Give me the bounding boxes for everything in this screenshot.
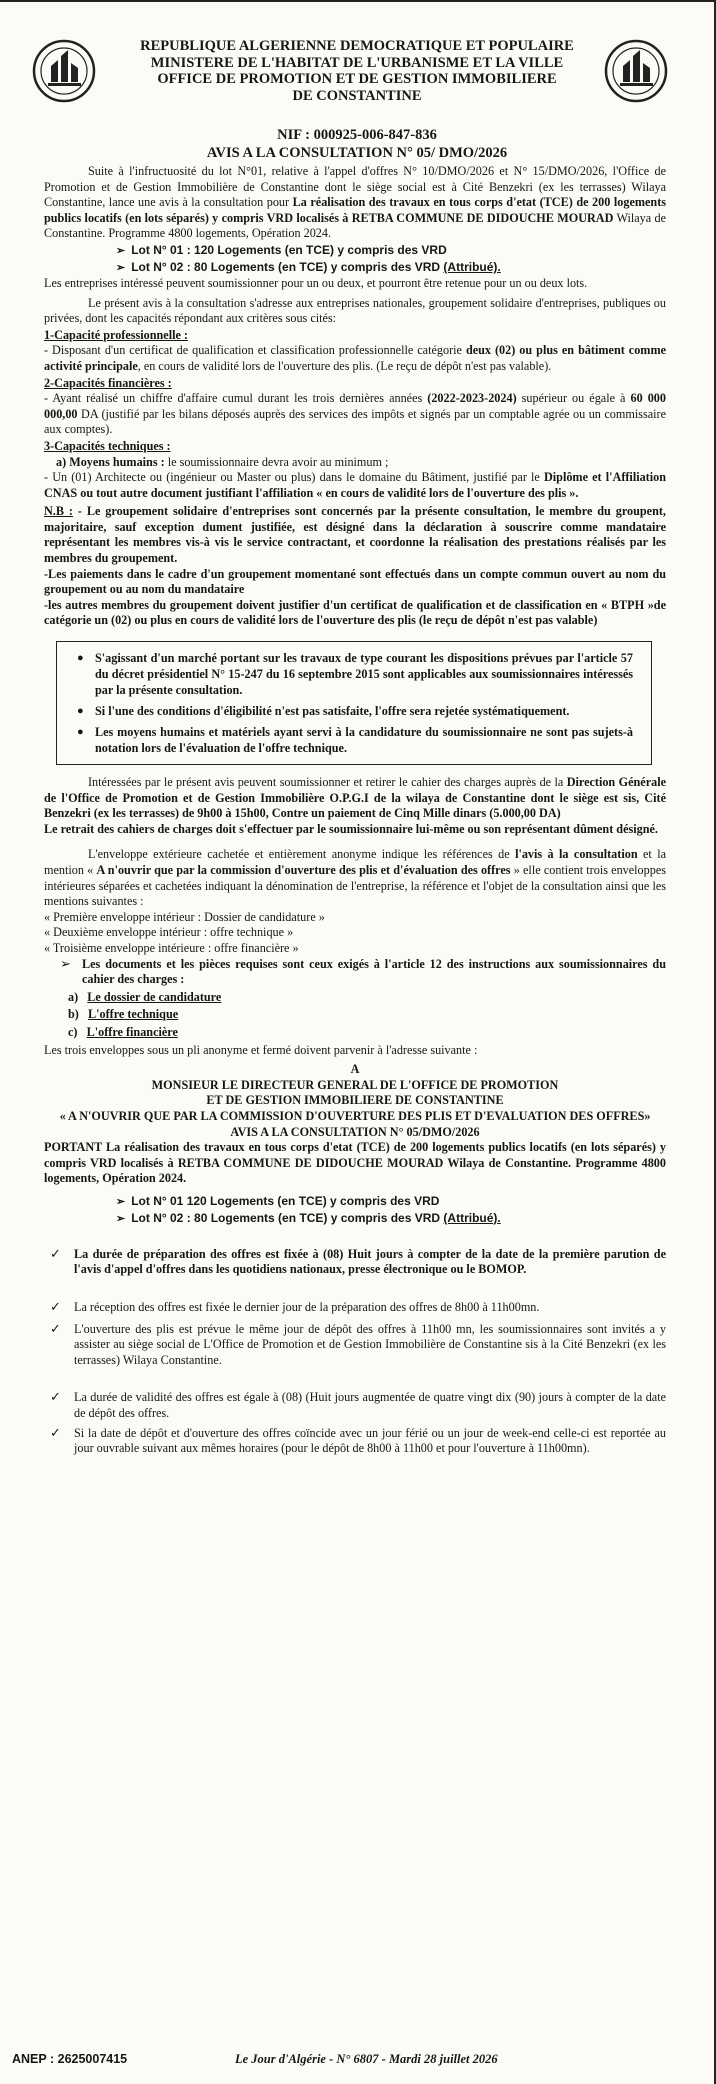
- criteria-paragraph: Le présent avis à la consultation s'adresse aux entreprises nationales, groupement solidaire d'entreprises, publiques ou privées, dont les capacités répondant aux critères sous cités:: [44, 295, 666, 326]
- checkmark-icon: ✓: [50, 1390, 61, 1406]
- lots-paragraph: Les entreprises intéressé peuvent soumissionner pour un ou deux, et pourront être retenue pour un ou deux lots.: [44, 275, 588, 290]
- condition-item: ● Si l'une des conditions d'éligibilité n'est pas satisfaite, l'offre sera rejetée systématiquement.: [77, 703, 633, 719]
- documents-list: [68, 990, 666, 1041]
- professional-capacity: - Disposant d'un certificat de qualification et classification professionnelle catégorie deux (02) ou plus en bâtiment comme activité principale, en cours de validité lors de l'ouverture des plis. (Le reçu de dépôt n'est pas valable).: [44, 343, 667, 373]
- check-item: ✓ La réception des offres est fixée le dernier jour de la préparation des offres de 8h00 à 11h00mn.: [50, 1300, 540, 1316]
- retrait-note: Le retrait des cahiers de charges doit s'effectuer par le soumissionnaire lui-même ou son représentant dûment désigné.: [44, 821, 658, 836]
- header-block: [110, 38, 604, 104]
- document-item: c) L'offre financière: [68, 1024, 178, 1039]
- envelope-mention: « Première enveloppe intérieur : Dossier de candidature »: [44, 909, 325, 924]
- nif-number: NIF : 000925-006-847-836: [277, 127, 437, 143]
- address-block: [44, 1062, 666, 1140]
- header-line: MINISTERE DE L'HABITAT DE L'URBANISME ET LA VILLE: [150, 54, 564, 71]
- address-line: ET DE GESTION IMMOBILIERE DE CONSTANTINE: [206, 1093, 504, 1108]
- financial-capacity: - Ayant réalisé un chiffre d'affaire cumul durant les trois dernières années (2022-2023-2024) supérieur ou égale à 60 000 000,00 DA (justifié par les bilans déposés auprès des services des impôts et signés par un comptable agrée ou un commissaire aux comptes).: [44, 391, 666, 437]
- nb-payment: -Les paiements dans le cadre d'un groupement momentané sont effectués dans un compte commun ouvert au nom du groupement ou au nom du mandataire: [44, 566, 666, 597]
- opgi-seal-icon: [32, 38, 96, 104]
- address-line: AVIS A LA CONSULTATION N° 05/DMO/2026: [230, 1124, 480, 1139]
- envelope-paragraph: L'enveloppe extérieure cachetée et entièrement anonyme indique les références de l'avis à la consultation et la mention « A n'ouvrir que par la commission d'ouverture des plis et d'évaluation des offres » elle contient trois enveloppes intérieures séparées et cachetées indiquant la dénomination de l'entreprise, la référence et l'objet de la consultation ainsi que les mentions suivantes :: [44, 847, 666, 909]
- condition-item: ● Les moyens humains et matériels ayant servi à la candidature du soumissionnaire ne sont pas sujets-à notation lors de l'évaluation de l'offre technique.: [77, 724, 633, 756]
- header-line: REPUBLIQUE ALGERIENNE DEMOCRATIQUE ET POPULAIRE: [140, 38, 574, 54]
- section-title: 1-Capacité professionnelle :: [44, 327, 188, 342]
- checks-list: [44, 1247, 666, 1457]
- notice-title: AVIS A LA CONSULTATION N° 05/ DMO/2026: [206, 145, 508, 161]
- address-line: « A N'OUVRIR QUE PAR LA COMMISSION D'OUVERTURE DES PLIS ET D'EVALUATION DES OFFRES»: [59, 1108, 651, 1123]
- opgi-seal-icon: [604, 38, 668, 104]
- header-line: DE CONSTANTINE: [292, 87, 422, 104]
- checkmark-icon: ✓: [50, 1300, 61, 1316]
- check-item: ✓ La durée de préparation des offres est fixée à (08) Huit jours à compter de la date de la première parution de l'avis d'appel d'offres dans les quotidiens nationaux, presse électronique ou le BOMOP.: [50, 1246, 666, 1277]
- lot-item: ➢ Lot N° 01 120 Logements (en TCE) y compris des VRD: [116, 1193, 440, 1208]
- condition-item: ● S'agissant d'un marché portant sur les travaux de type courant les dispositions prévues par l'article 57 du décret présidentiel N° 15-247 du 16 septembre 2015 sont applicables aux soumissionnaires intéressés par la présente consultation.: [77, 650, 633, 698]
- envelope-mention: « Deuxième enveloppe intérieur : offre technique »: [44, 925, 294, 940]
- checkmark-icon: ✓: [50, 1425, 61, 1441]
- intro-paragraph: Suite à l'infructuosité du lot N°01, relative à l'appel d'offres N° 10/DMO/2026 et N° 15/DMO/2026, l'Office de Promotion et de Gestion Immobilière de Constantine dont le siège social est à Cité Benzekri (ex les terrasses) Wilaya Constantine, lance une avis à la consultation pour La réalisation des travaux en tous corps d'etat (TCE) de 200 logements publics locatifs (en lots séparés) y compris VRD localisés à RETBA COMMUNE DE DIDOUCHE MOURAD Wilaya de Constantine. Programme 4800 logements, Opération 2024.: [44, 164, 666, 241]
- anep-reference: ANEP : 2625007415: [12, 2052, 128, 2066]
- journal-reference: Le Jour d'Algérie - N° 6807 - Mardi 28 juillet 2026: [235, 2052, 498, 2066]
- envelope-tail: Les trois enveloppes sous un pli anonyme et fermé doivent parvenir à l'adresse suivante :: [44, 1042, 478, 1057]
- lot-item: ➢ Lot N° 02 : 80 Logements (en TCE) y compris des VRD (Attribué).: [116, 259, 501, 274]
- document-item: b) L'offre technique: [68, 1007, 179, 1022]
- check-item: ✓ La durée de validité des offres est égale à (08) (Huit jours augmentée de quatre vingt dix (90) jours à compter de la date de dépôt des offres.: [50, 1390, 666, 1421]
- conditions-box: [56, 641, 652, 765]
- lot-item: ➢ Lot N° 01 : 120 Logements (en TCE) y compris des VRD: [116, 242, 447, 257]
- header-line: OFFICE DE PROMOTION ET DE GESTION IMMOBILIERE: [157, 71, 557, 87]
- check-item: ✓ Si la date de dépôt et d'ouverture des offres coïncide avec un jour férié ou un jour de week-end celle-ci est reportée au jour ouvrable suivant aux mêmes horaires (pour le dépôt de 8h00 à 11h00 et pour l'ouverture à 11h00mn).: [50, 1425, 666, 1456]
- checkmark-icon: ✓: [50, 1246, 61, 1262]
- nb-paragraph: N.B : - Le groupement solidaire d'entreprises sont concernés par la présente consultation, le membre du groupent, majoritaire, sauf exception dument justifiée, est désigné dans la déclaration à souscrire comme mandataire représentant les membres vis-à vis le service contractant, et coordonne la réalisation des prestations réalisés par les membres du groupement.: [44, 504, 666, 566]
- section-title: 2-Capacités financières :: [44, 375, 172, 390]
- address-line: A: [350, 1062, 360, 1077]
- check-item: ✓ L'ouverture des plis est prévue le même jour de dépôt des offres à 11h00 mn, les soumissionnaires sont invités a y assister au siège social de L'Office de Promotion et de Gestion Immobilière de Constantine sis à la Cité Benzekri (ex les terrasses) Wilaya Constantine.: [50, 1321, 666, 1367]
- retrait-paragraph: Intéressées par le présent avis peuvent soumissionner et retirer le cahier des charges auprès de la Direction Générale de l'Office de Promotion et de Gestion Immobilière O.P.G.I de la wilaya de Constantine dont le siège est sis, Cité Benzekri (ex les terrasses) de 9h00 à 15h00, Contre un paiement de Cinq Mille dinars (5.000,00 DA): [44, 775, 667, 821]
- checkmark-icon: ✓: [50, 1321, 61, 1337]
- address-line: MONSIEUR LE DIRECTEUR GENERAL DE L'OFFICE DE PROMOTION: [151, 1077, 559, 1092]
- portant-paragraph: PORTANT La réalisation des travaux en tous corps d'etat (TCE) de 200 logements publics locatifs (en lots séparés) y compris VRD localisés à RETBA COMMUNE DE DIDOUCHE MOURAD Wilaya de Constantine. Programme 4800 logements, Opération 2024.: [44, 1140, 666, 1186]
- document-item: a) Le dossier de candidature: [68, 989, 222, 1004]
- section-title: 3-Capacités techniques :: [44, 438, 171, 453]
- lot-item: ➢ Lot N° 02 : 80 Logements (en TCE) y compris des VRD (Attribué).: [116, 1210, 501, 1225]
- architect-requirement: - Un (01) Architecte ou (ingénieur ou Master ou plus) dans le domaine du Bâtiment, justifié par le Diplôme et l'Affiliation CNAS ou tout autre document justifiant l'affiliation « en cours de validité lors de l'ouverture des plis ».: [44, 470, 667, 500]
- notice-body: [44, 164, 666, 1457]
- envelope-mention: « Troisième enveloppe intérieure : offre financière »: [44, 940, 299, 955]
- documents-paragraph: ➢ Les documents et les pièces requises sont ceux exigés à l'article 12 des instructions aux soumissionnaires du cahier des charges :: [60, 956, 666, 987]
- nif-block: [0, 126, 714, 162]
- arrow-icon: ➢: [60, 956, 71, 972]
- human-means: a) Moyens humains : le soumissionnaire devra avoir au minimum ;: [56, 454, 389, 469]
- nb-members: -les autres membres du groupement doivent justifier d'un certificat de qualification et de classification en « BTPH »de catégorie un (02) ou plus en cours de validité lors de l'ouverture des plis (le reçu de dépôt n'est pas valable): [44, 597, 666, 628]
